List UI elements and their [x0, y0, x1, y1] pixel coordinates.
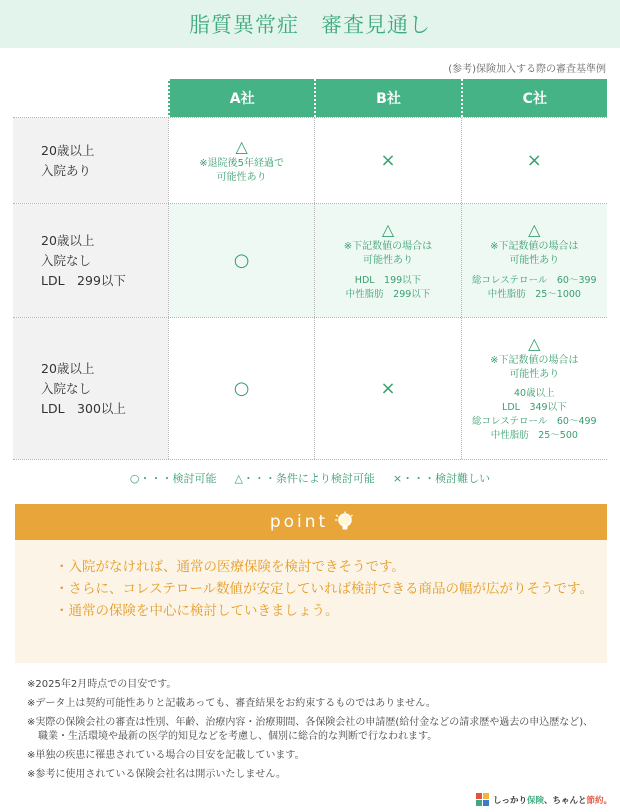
cell-company-b: [314, 118, 460, 203]
point-heading: point: [269, 512, 329, 532]
symbol-triangle: △: [528, 219, 541, 239]
cell-company-c: [461, 204, 607, 317]
point-body: [15, 540, 607, 663]
logo-text-4: 節約。: [586, 795, 612, 806]
cell-company-b: [314, 204, 460, 317]
header-blank: [13, 79, 168, 117]
row-label: [13, 118, 168, 203]
logo-text-3: 、ちゃんと: [543, 795, 587, 806]
footnote: ※データ上は契約可能性ありと記載あっても、審査結果をお約束するものではありません。: [27, 698, 436, 709]
symbol-triangle: △: [381, 219, 395, 239]
cell-note: 可能性あり: [509, 254, 560, 266]
point-header: [15, 504, 607, 540]
cell-detail: 中性脂肪 25～1000: [487, 288, 581, 300]
cell-company-b: [314, 318, 460, 459]
symbol-circle: ○: [233, 249, 250, 271]
cell-note: ※下記数値の場合は: [343, 240, 433, 252]
footnote: ※参考に使用されている保険会社名は開示いたしません。: [27, 769, 286, 780]
cell-company-a: [168, 204, 314, 317]
symbol-cross: ×: [380, 377, 396, 399]
reference-note: (参考)保険加入する際の審査基準例: [448, 64, 606, 75]
row-label-line: 入院なし: [41, 252, 92, 268]
table-header-row: [13, 79, 607, 117]
point-bullet: ・入院がなければ、通常の医療保険を検討できそうです。: [55, 559, 405, 575]
cell-note: ※下記数値の場合は: [490, 355, 579, 366]
footnote: ※単独の疾患に罹患されている場合の目安を記載しています。: [27, 750, 305, 761]
symbol-cross: ×: [380, 149, 396, 171]
cell-note: 可能性あり: [362, 254, 413, 266]
symbol-triangle: △: [235, 136, 248, 156]
header-company-c: C社: [461, 79, 607, 117]
cell-company-a: [168, 118, 314, 203]
footnote: ※2025年2月時点での目安です。: [27, 679, 177, 690]
table-row: [13, 318, 607, 460]
title-bar: [0, 0, 620, 48]
symbol-triangle: △: [528, 334, 541, 353]
symbol-cross: ×: [526, 149, 542, 171]
cell-note: ※退院後5年経過で: [199, 157, 285, 169]
row-label-line: 入院なし: [41, 380, 92, 396]
row-label: [13, 318, 168, 459]
symbol-circle: ○: [233, 377, 250, 399]
cell-company-a: [168, 318, 314, 459]
legend-item: ○・・・検討可能: [129, 472, 217, 485]
header-company-a: A社: [168, 79, 314, 117]
footnotes: [27, 678, 597, 787]
cell-detail: 総コレステロール 60～399: [472, 274, 597, 286]
point-bullet: ・通常の保険を中心に検討していきましょう。: [55, 603, 339, 619]
brand-logo: [476, 793, 612, 806]
cell-detail: HDL 199以下: [354, 274, 422, 286]
cell-detail: LDL 349以下: [502, 402, 567, 413]
row-label-line: 20歳以上: [41, 142, 95, 158]
cell-detail: 40歳以上: [514, 388, 555, 399]
cell-note: 可能性あり: [509, 369, 560, 380]
row-label: [13, 204, 168, 317]
cell-note: 可能性あり: [216, 171, 267, 183]
table-row: [13, 117, 607, 204]
lightbulb-icon: [334, 511, 352, 533]
row-label-line: 20歳以上: [41, 232, 95, 248]
comparison-table: [13, 79, 607, 460]
row-label-line: 20歳以上: [41, 360, 95, 376]
cell-note: ※下記数値の場合は: [490, 240, 579, 252]
logo-mark-icon: [476, 793, 489, 806]
row-label-line: LDL 300以上: [41, 400, 126, 416]
cell-detail: 総コレステロール 60～499: [472, 416, 597, 427]
symbol-legend: [0, 470, 620, 486]
row-label-line: LDL 299以下: [41, 272, 126, 288]
logo-text-1: しっかり: [492, 795, 527, 806]
cell-company-c: [461, 118, 607, 203]
point-bullet: ・さらに、コレステロール数値が安定していれば検討できる商品の幅が広がりそうです。: [55, 581, 593, 597]
table-row: [13, 204, 607, 318]
page-title: 脂質異常症 審査見通し: [189, 13, 431, 37]
row-label-line: 入院あり: [41, 162, 92, 178]
logo-text-2: 保険: [526, 795, 544, 806]
legend-item: ×・・・検討難しい: [392, 472, 491, 485]
cell-detail: 中性脂肪 25～500: [490, 430, 578, 441]
legend-item: △・・・条件により検討可能: [234, 472, 375, 485]
cell-detail: 中性脂肪 299以下: [345, 288, 431, 300]
footnote: ※実際の保険会社の審査は性別、年齢、治療内容・治療期間、各保険会社の申請歴(給付金などの請求歴や過去の申込歴など)、職業・生活環境や最新の医学的知見などを考慮し、個別に総合的な判断で行なわれます。: [27, 717, 594, 742]
header-company-b: B社: [314, 79, 460, 117]
cell-company-c: [461, 318, 607, 459]
